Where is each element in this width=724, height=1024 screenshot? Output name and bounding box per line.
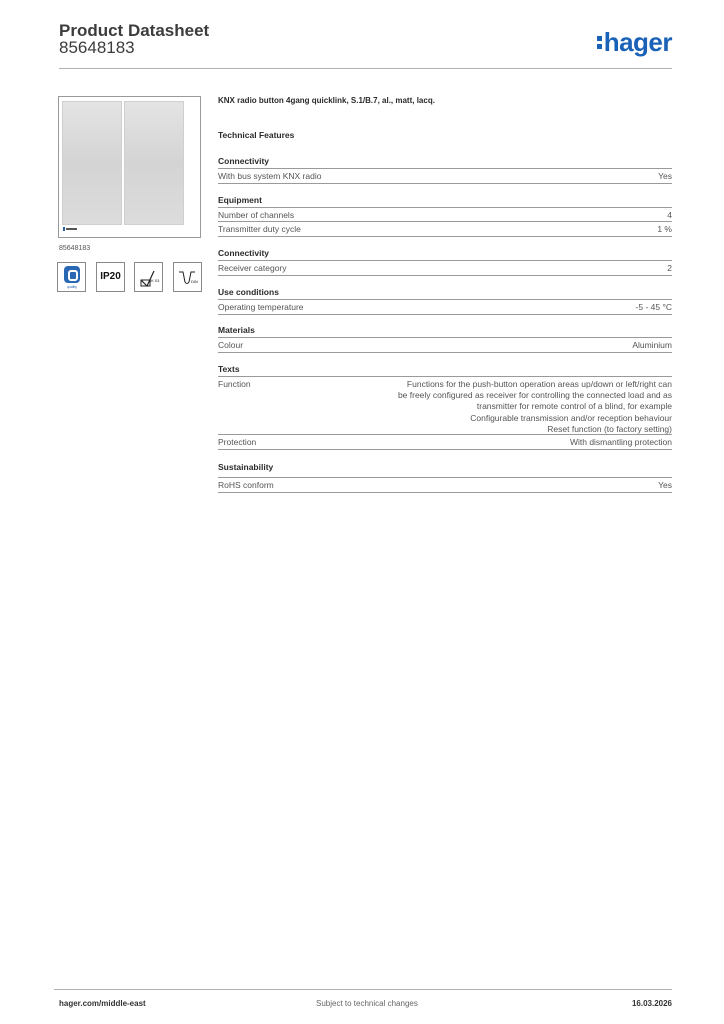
section-heading-use-conditions: Use conditions [218,287,279,297]
ip-rating-badge [96,262,125,292]
product-title: KNX radio button 4gang quicklink, S.1/B.7, al., matt, lacq. [218,96,435,105]
product-image [58,96,201,238]
spec-row [218,207,672,222]
quality-badge-text: quality [66,285,78,289]
function-line: be freely configured as receiver for controlling the connected load and as [397,390,672,401]
product-number: 85648183 [59,38,135,57]
spec-key: Function [218,379,251,389]
din-badge [173,262,202,292]
spec-value: Aluminium [632,340,672,350]
spec-value: -5 - 45 °C [635,302,672,312]
section-heading-connectivity-2: Connectivity [218,248,270,258]
function-line: Functions for the push-button operation areas up/down or left/right can [406,379,672,389]
spec-row [218,337,672,353]
spec-key: RoHS conform [218,480,274,490]
spec-row [218,477,672,493]
quality-q-icon [64,266,80,283]
spec-key: Transmitter duty cycle [218,224,301,234]
mounting-badge [134,262,163,292]
hager-logo [597,27,672,58]
spec-key: Colour [218,340,244,350]
footer-notice: Subject to technical changes [316,999,418,1008]
flush-mount-icon [138,267,160,289]
spec-key: Operating temperature [218,302,304,312]
rocker-right [124,101,184,225]
page-title: Product Datasheet [59,21,210,40]
function-description [352,379,672,435]
section-heading-texts: Texts [218,364,240,374]
spec-row [218,260,672,276]
spec-value: 4 [667,210,672,220]
footer-divider [54,989,672,990]
spec-value: 2 [667,263,672,273]
spec-row [218,299,672,315]
section-heading-materials: Materials [218,325,255,335]
spec-row [218,221,672,237]
technical-features-heading: Technical Features [218,130,295,140]
image-caption: 85648183 [59,245,91,252]
spec-row [218,434,672,450]
logo-text: hager [603,27,672,57]
quality-badge [57,262,86,292]
spec-key: Receiver category [218,263,287,273]
function-line: Configurable transmission and/or reception behaviour [470,412,672,423]
section-heading-connectivity: Connectivity [218,156,270,166]
spec-value: Yes [658,171,672,181]
spec-row [218,168,672,184]
function-line: Reset function (to factory setting) [547,423,672,434]
din-rail-icon [177,267,199,289]
section-heading-equipment: Equipment [218,195,262,205]
spec-value: With dismantling protection [569,437,672,447]
rocker-left [62,101,122,225]
spec-row-function [218,376,672,435]
spec-key: With bus system KNX radio [218,171,322,181]
spec-value: 1 % [657,224,672,234]
din-text: DIN [191,279,198,284]
function-line: transmitter for remote control of a blind, for example [476,401,672,412]
footer-website-link[interactable]: hager.com/middle-east [59,999,146,1008]
header-divider [59,68,672,69]
mount-text: IK 03 [150,278,160,283]
screwdriver-icon [63,227,77,231]
spec-value: Yes [658,480,672,490]
ip-rating-text: IP20 [100,271,121,282]
spec-key: Protection [218,437,257,447]
footer-date: 16.03.2026 [631,999,672,1008]
spec-key: Number of channels [218,210,295,220]
logo-dots-icon [597,33,603,52]
section-heading-sustainability: Sustainability [218,462,274,472]
